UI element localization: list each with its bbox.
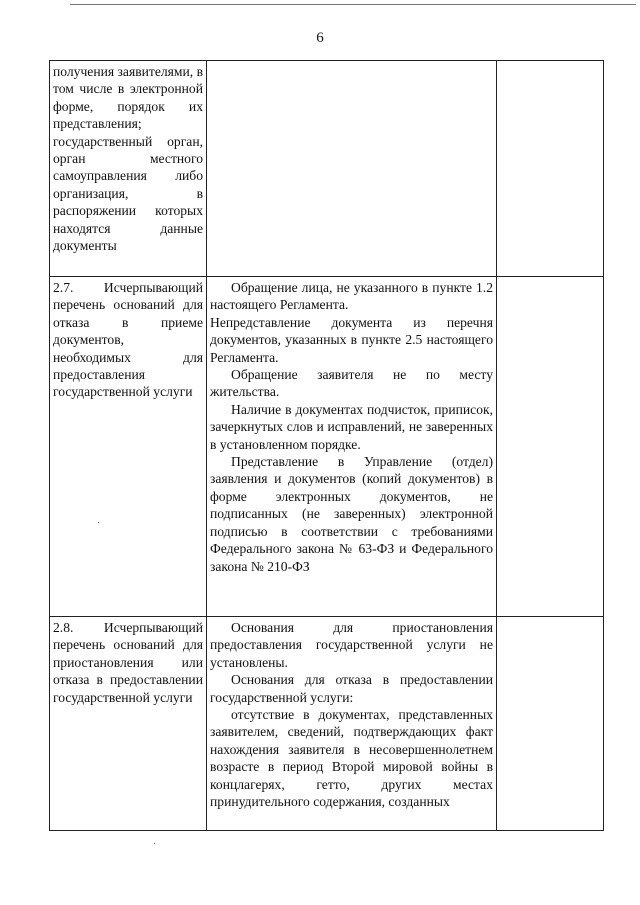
- row-content-cell: [207, 277, 497, 617]
- table-row: [50, 617, 604, 831]
- content-paragraph: Наличие в документах подчисток, приписок, зачеркнутых слов и исправлений, не заверенных в установленном порядке.: [210, 401, 493, 452]
- scan-speck: ·: [97, 518, 101, 529]
- row-note-cell: [497, 617, 604, 831]
- page-number: 6: [316, 30, 324, 46]
- content-paragraph: Основания для приостановления предоставления государственной услуги не установлены.: [210, 620, 493, 670]
- content-paragraph: отсутствие в документах, представленных заявителем, сведений, подтверждающих факт нахождения заявителя в несовершеннолетнем возрасте в период Второй мировой войны в концлагерях, гетто, других местах принудительного содержания, созданных: [210, 707, 493, 810]
- row-label-text: 2.8. Исчерпывающий перечень оснований для приостановления или отказа в предоставлении государственной услуги: [53, 620, 203, 705]
- row-label-cell: [50, 61, 207, 277]
- content-paragraph: Основания для отказа в предоставлении государственной услуги:: [210, 672, 493, 705]
- row-label-cell: [50, 617, 207, 831]
- content-paragraph: Обращение лица, не указанного в пункте 1.2 настоящего Регламента.: [210, 280, 493, 313]
- regulation-table: [49, 60, 604, 831]
- scan-speck: ·: [153, 839, 157, 850]
- content-paragraph: Представление в Управление (отдел) заявления и документов (копий документов) в форме электронных документов, не подписанных (не заверенных) электронной подписью в соответствии с требованиями Федерального закона № 63-ФЗ и Федерального закона № 210-ФЗ: [210, 454, 493, 574]
- top-border-line: [70, 4, 636, 5]
- row-content-cell: [207, 61, 497, 277]
- row-note-cell: [497, 61, 604, 277]
- table-row: [50, 277, 604, 617]
- row-label-text: 2.7. Исчерпывающий перечень оснований для отказа в приеме документов, необходимых для предоставления государственной услуги: [53, 280, 203, 400]
- row-note-cell: [497, 277, 604, 617]
- row-content-cell: [207, 617, 497, 831]
- row-label-cell: [50, 277, 207, 617]
- content-paragraph: Непредставление документа из перечня документов, указанных в пункте 2.5 настоящего Регламента.: [210, 314, 493, 365]
- content-paragraph: Обращение заявителя не по месту жительства.: [210, 367, 493, 400]
- table-row: [50, 61, 604, 277]
- row-label-text: получения заявителями, в том числе в электронной форме, порядок их представления; государственный орган, орган местного самоуправления либо организация, в распоряжении которых находятся данные документы: [53, 64, 203, 254]
